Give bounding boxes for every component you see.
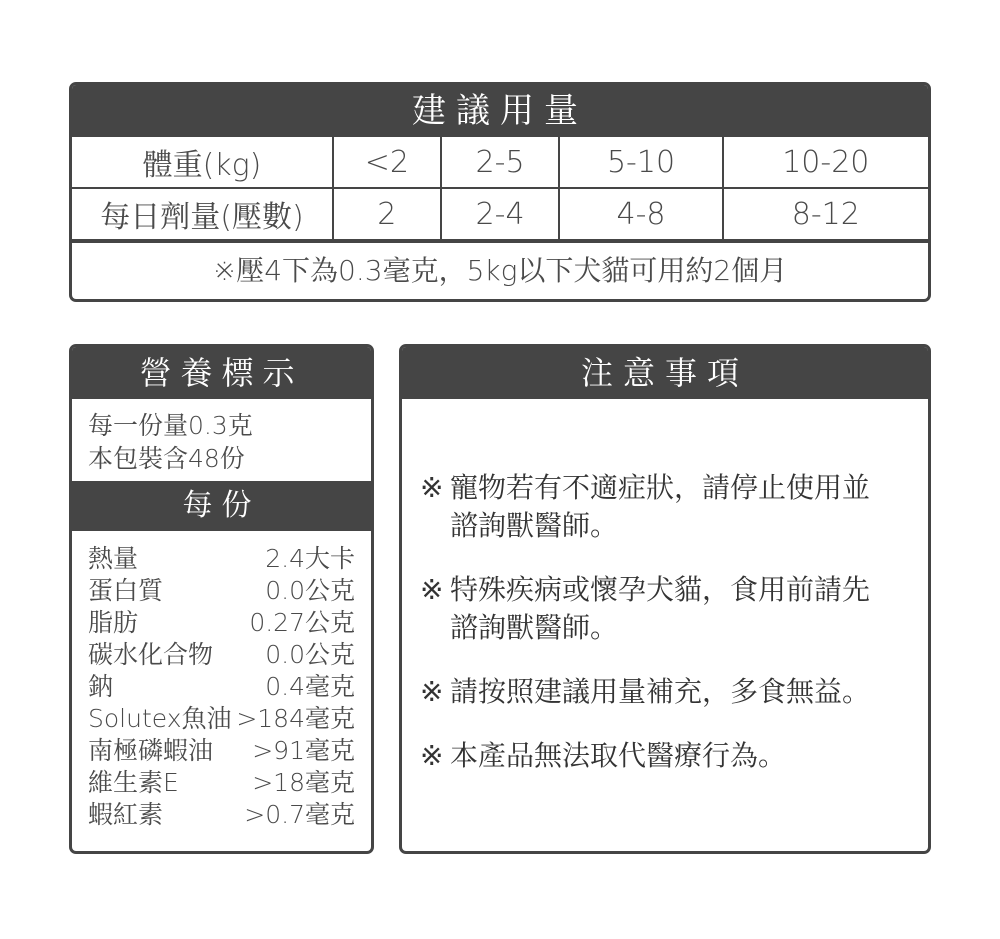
nutrient-value: 0.4毫克 bbox=[265, 672, 355, 701]
dose-cell: 4-8 bbox=[559, 188, 722, 240]
dose-label: 每日劑量(壓數) bbox=[72, 188, 333, 240]
nutrition-title: 營養標示 bbox=[72, 347, 371, 399]
nutrition-row bbox=[88, 607, 355, 639]
dosage-title: 建議用量 bbox=[72, 85, 928, 137]
nutrient-value: 0.0公克 bbox=[265, 576, 355, 605]
weight-label: 體重(kg) bbox=[72, 137, 333, 188]
nutrition-row bbox=[88, 767, 355, 799]
note-text: 寵物若有不適症狀，請停止使用並 bbox=[450, 471, 871, 504]
notes-panel bbox=[399, 344, 931, 854]
nutrient-value: 2.4大卡 bbox=[265, 544, 355, 573]
notes-title: 注意事項 bbox=[402, 347, 928, 399]
nutrient-name: 維生素E bbox=[88, 768, 179, 797]
nutrient-value: 0.27公克 bbox=[249, 608, 355, 637]
note-text-continued: 諮詢獸醫師。 bbox=[450, 509, 619, 542]
reference-mark-icon: ※ bbox=[420, 739, 444, 772]
dose-cell: 2-4 bbox=[441, 188, 560, 240]
reference-mark-icon: ※ bbox=[420, 471, 444, 504]
nutrition-row bbox=[88, 671, 355, 703]
nutrition-row bbox=[88, 735, 355, 767]
note-item bbox=[420, 469, 914, 545]
nutrient-name: 蛋白質 bbox=[88, 576, 164, 605]
weight-cell: 5-10 bbox=[559, 137, 722, 188]
reference-mark-icon: ※ bbox=[420, 675, 444, 708]
weight-row bbox=[72, 137, 928, 188]
nutrient-value: >18毫克 bbox=[252, 768, 355, 797]
nutrient-name: 脂肪 bbox=[88, 608, 139, 637]
note-text: 本產品無法取代醫療行為。 bbox=[450, 739, 787, 772]
weight-cell: <2 bbox=[333, 137, 441, 188]
nutrition-row bbox=[88, 639, 355, 671]
dosage-note: ※壓4下為0.3毫克，5kg以下犬貓可用約2個月 bbox=[72, 241, 928, 299]
nutrient-name: 南極磷蝦油 bbox=[88, 736, 214, 765]
weight-cell: 2-5 bbox=[441, 137, 560, 188]
nutrient-value: >0.7毫克 bbox=[244, 800, 355, 829]
servings-per-package: 本包裝含48份 bbox=[88, 444, 245, 473]
nutrition-row bbox=[88, 575, 355, 607]
weight-cell: 10-20 bbox=[723, 137, 928, 188]
nutrient-name: 碳水化合物 bbox=[88, 640, 214, 669]
nutrient-name: 鈉 bbox=[88, 672, 114, 701]
note-item bbox=[420, 737, 914, 775]
note-item bbox=[420, 673, 914, 711]
dose-row bbox=[72, 188, 928, 240]
nutrition-rows bbox=[72, 531, 371, 831]
note-text-continued: 諮詢獸醫師。 bbox=[450, 611, 619, 644]
dosage-panel bbox=[69, 82, 931, 302]
nutrition-row bbox=[88, 703, 355, 735]
nutrition-panel bbox=[69, 344, 374, 854]
per-serving-header: 每份 bbox=[72, 481, 371, 531]
nutrient-value: 0.0公克 bbox=[265, 640, 355, 669]
nutrient-value: >184毫克 bbox=[236, 704, 355, 733]
serving-info bbox=[72, 399, 371, 481]
dose-cell: 2 bbox=[333, 188, 441, 240]
note-text: 特殊疾病或懷孕犬貓，食用前請先 bbox=[450, 573, 871, 606]
nutrition-row bbox=[88, 543, 355, 575]
notes-list bbox=[402, 399, 928, 775]
nutrient-name: 蝦紅素 bbox=[88, 800, 164, 829]
dose-cell: 8-12 bbox=[723, 188, 928, 240]
nutrient-name: 熱量 bbox=[88, 544, 139, 573]
serving-size: 每一份量0.3克 bbox=[88, 411, 253, 440]
dosage-table bbox=[72, 137, 928, 241]
nutrient-name: Solutex魚油 bbox=[88, 704, 232, 733]
nutrition-row bbox=[88, 799, 355, 831]
note-item bbox=[420, 571, 914, 647]
note-text: 請按照建議用量補充，多食無益。 bbox=[450, 675, 871, 708]
nutrient-value: >91毫克 bbox=[252, 736, 355, 765]
reference-mark-icon: ※ bbox=[420, 573, 444, 606]
